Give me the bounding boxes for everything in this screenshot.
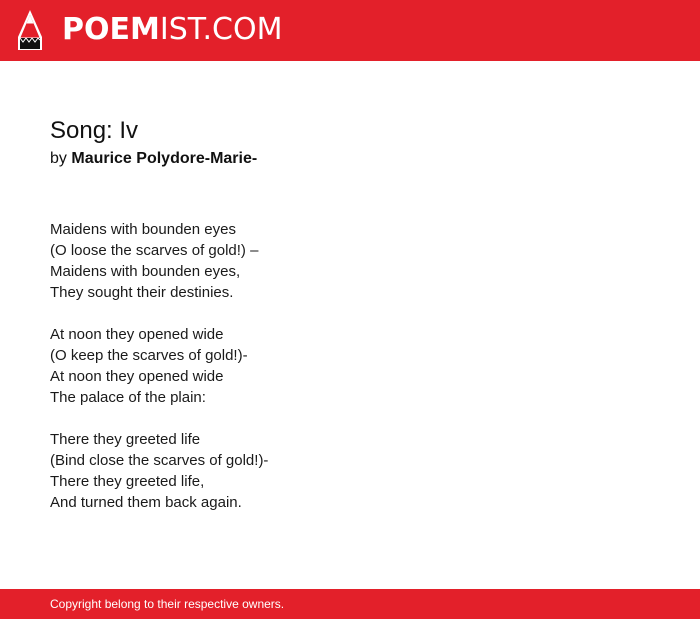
logo-bold-text: POEM bbox=[62, 12, 160, 47]
site-footer bbox=[0, 589, 700, 619]
poem-line: The palace of the plain: bbox=[50, 389, 206, 406]
copyright-text: Copyright belong to their respective owners. bbox=[50, 597, 285, 611]
poem-author: Maurice Polydore-Marie- bbox=[71, 150, 258, 167]
site-header bbox=[0, 0, 700, 61]
poem-line: They sought their destinies. bbox=[50, 284, 234, 301]
poem-line: (O keep the scarves of gold!)- bbox=[50, 347, 248, 364]
stanza bbox=[50, 324, 650, 408]
poem-line: At noon they opened wide bbox=[50, 326, 224, 343]
pencil-tip-icon[interactable] bbox=[17, 9, 43, 51]
logo-light-text: IST.COM bbox=[159, 12, 283, 47]
stanza bbox=[50, 219, 650, 303]
poem-line: Maidens with bounden eyes bbox=[50, 221, 236, 238]
poem-line: And turned them back again. bbox=[50, 494, 242, 511]
poem-line: (Bind close the scarves of gold!)- bbox=[50, 452, 269, 469]
stanza bbox=[50, 429, 650, 513]
poem-title: Song: Iv bbox=[50, 117, 139, 144]
poem-line: There they greeted life, bbox=[50, 473, 205, 490]
site-logo[interactable] bbox=[62, 11, 282, 49]
poem-line: (O loose the scarves of gold!) – bbox=[50, 242, 259, 259]
poem-line: There they greeted life bbox=[50, 431, 201, 448]
poem-line: Maidens with bounden eyes, bbox=[50, 263, 241, 280]
poem-line: At noon they opened wide bbox=[50, 368, 224, 385]
poem-body bbox=[50, 219, 650, 534]
poem-byline bbox=[50, 149, 257, 169]
byline-prefix: by bbox=[50, 150, 67, 167]
